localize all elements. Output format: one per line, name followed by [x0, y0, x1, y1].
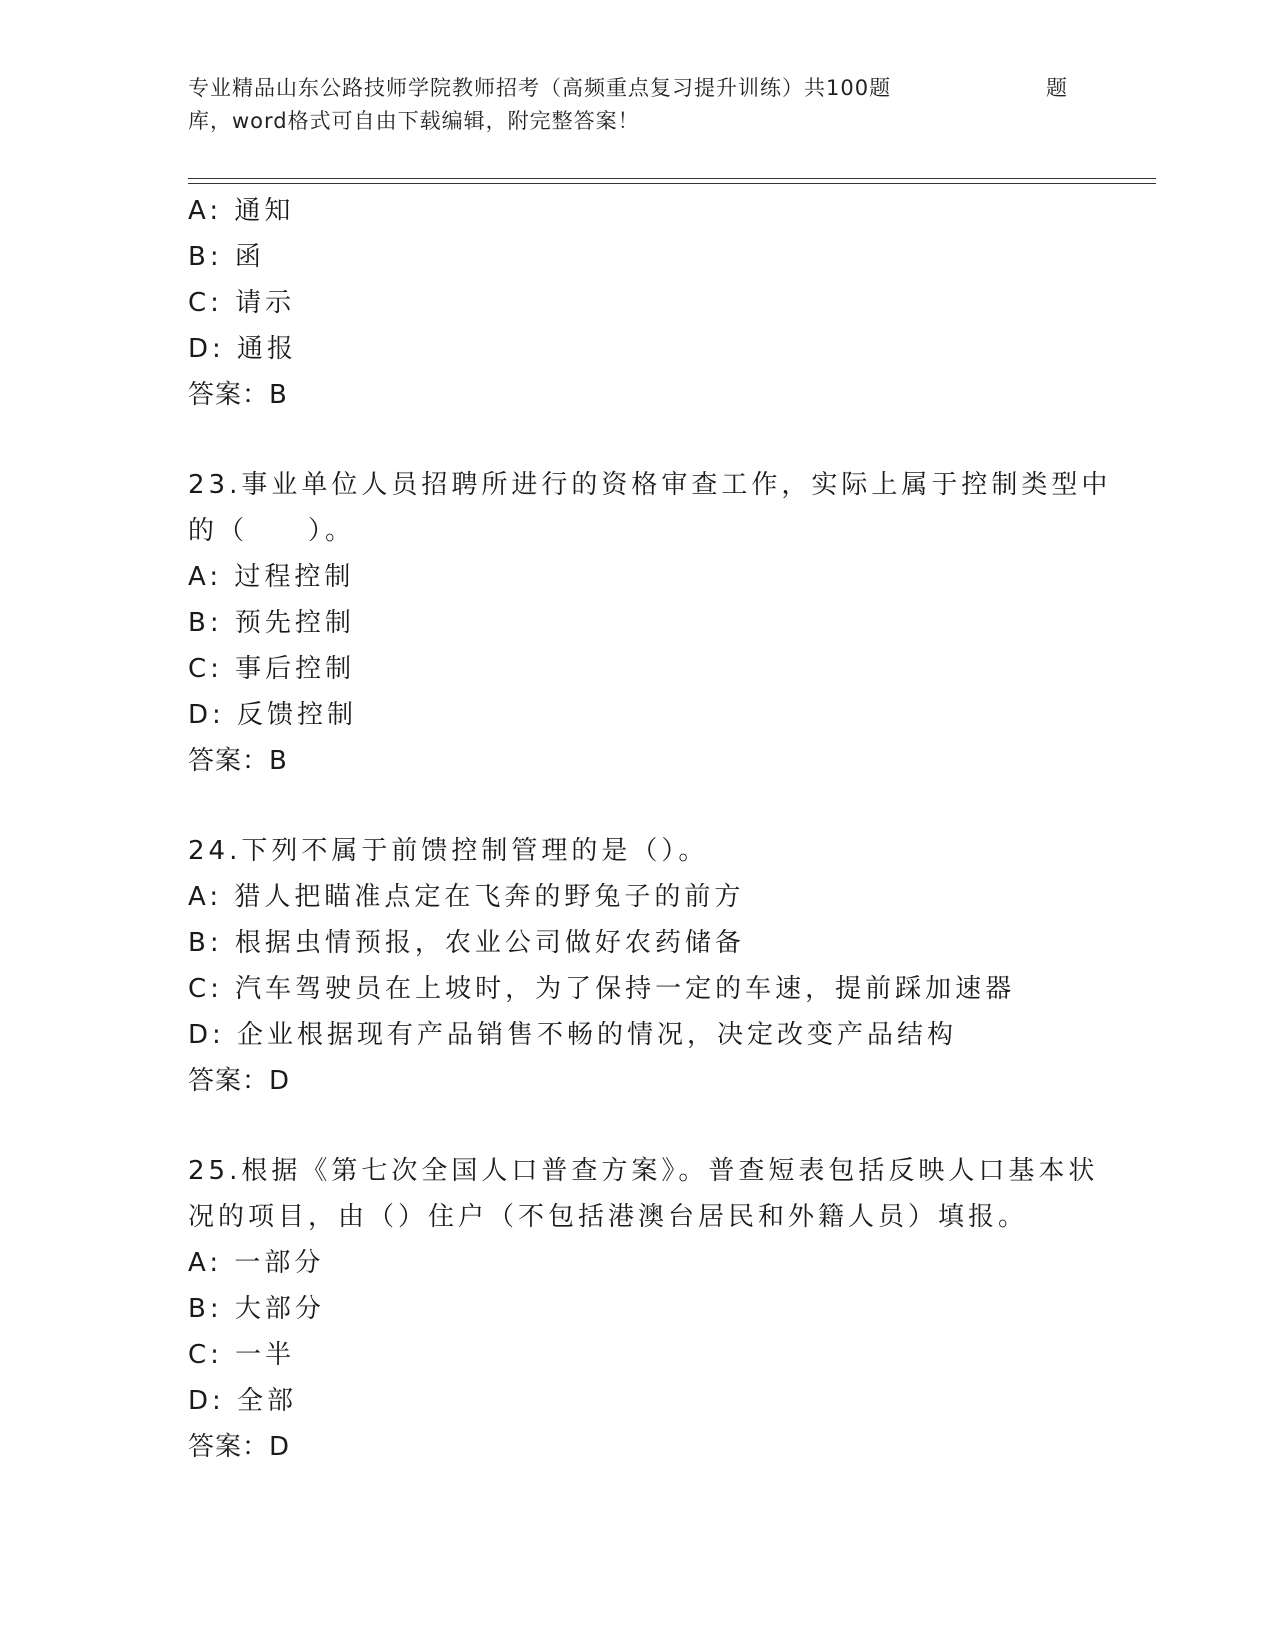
option-b: B: 函 — [188, 242, 265, 272]
option-d: D: 反馈控制 — [188, 700, 358, 730]
question-text-line-1: 23.事业单位人员招聘所进行的资格审查工作，实际上属于控制类型中 — [188, 470, 1112, 500]
question-text-line-1: 25.根据《第七次全国人口普查方案》。普查短表包括反映人口基本状 — [188, 1156, 1099, 1186]
question-text-line-2: 况的项目，由（）住户（不包括港澳台居民和外籍人员）填报。 — [188, 1202, 1029, 1232]
question-text-line-2: 的（ ）。 — [188, 516, 356, 546]
answer: 答案：D — [188, 1432, 291, 1462]
header-divider-bottom — [188, 183, 1156, 184]
option-d: D: 通报 — [188, 334, 298, 364]
answer: 答案：B — [188, 746, 288, 776]
option-a: A: 一部分 — [188, 1248, 325, 1278]
header-line-1 — [188, 72, 1088, 105]
answer: 答案：D — [188, 1066, 291, 1096]
option-a: A: 猎人把瞄准点定在飞奔的野兔子的前方 — [188, 882, 745, 912]
option-b: B: 大部分 — [188, 1294, 325, 1324]
question-23 — [188, 462, 1112, 784]
header-line-2: 库，word格式可自由下载编辑，附完整答案！ — [188, 109, 640, 133]
header-title-text: 专业精品山东公路技师学院教师招考（高频重点复习提升训练）共100题 — [188, 76, 892, 100]
option-d: D: 企业根据现有产品销售不畅的情况，决定改变产品结构 — [188, 1020, 958, 1050]
option-c: C: 请示 — [188, 288, 296, 318]
header-title-tail: 题 — [1046, 76, 1068, 100]
question-25 — [188, 1148, 1099, 1470]
page-header — [188, 72, 1088, 138]
option-d: D: 全部 — [188, 1386, 298, 1416]
option-b: B: 根据虫情预报，农业公司做好农药储备 — [188, 928, 745, 958]
question-24 — [188, 828, 1088, 1104]
option-c: C: 事后控制 — [188, 654, 356, 684]
header-divider-top — [188, 178, 1156, 179]
question-content — [188, 188, 1112, 1470]
option-a: A: 通知 — [188, 196, 295, 226]
option-b: B: 预先控制 — [188, 608, 355, 638]
option-a: A: 过程控制 — [188, 562, 355, 592]
option-c: C: 汽车驾驶员在上坡时，为了保持一定的车速，提前踩加速器 — [188, 974, 1016, 1004]
question-22 — [188, 188, 1088, 418]
answer: 答案：B — [188, 380, 288, 410]
option-c: C: 一半 — [188, 1340, 296, 1370]
question-text-line-1: 24.下列不属于前馈控制管理的是（）。 — [188, 836, 709, 866]
